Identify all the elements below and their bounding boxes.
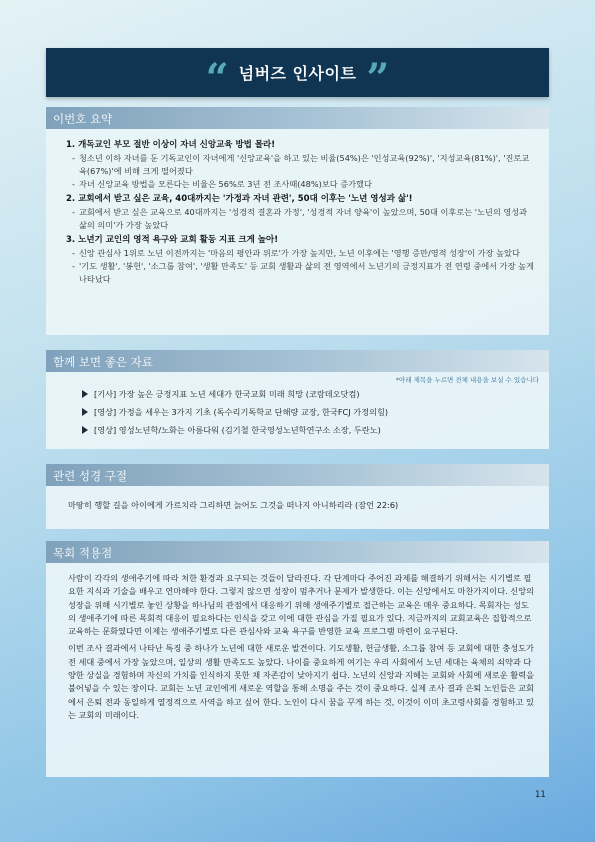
summary-item-title: 1. 개독교인 부모 절반 이상이 자녀 신앙교육 방법 몰라! — [66, 140, 276, 150]
summary-item — [66, 139, 535, 191]
ministry-paragraph: 사람이 각각의 생애주기에 따라 처한 환경과 요구되는 것들이 달라진다. 각 단계마다 주어진 과제를 해결하기 위해서는 시기별로 필요한 지식과 기술을 배우고 연마해야 한다. 그렇지 않으면 성장이 멈추거나 문제가 발생한다. 이는 신앙에서도 마찬가지이다. 신앙의 성장을 위해 시기별로 놓인 상황을 하나님의 관점에서 대응하기 위해 생애주기별로 접근하는 교육은 매우 중요하다. 목회자는 성도의 생애주기에 따른 목회적 대응이 필요하다는 인식을 갖고 이에 대한 관심을 가질 필요가 있다. 지금까지의 교회교육은 집합적으로 교육하는 문화였다면 이제는 생애주기별로 다른 관심사와 교육 욕구를 반영한 교육 프로그램 마련이 요구된다. — [68, 573, 535, 637]
summary-detail: - 신앙 관심사 1위로 노년 이전까지는 '마음의 평안과 위로'가 가장 높지만, 노년 이후에는 '영행 증만/영적 성장'이 가장 높았다 — [72, 247, 535, 260]
scripture-heading: 관련 성경 구절 — [46, 464, 549, 486]
triangle-bullet-icon — [82, 408, 88, 416]
close-quote-icon: ” — [366, 54, 390, 102]
summary-detail: - 교회에서 받고 싶은 교육으로 40대까지는 '성경적 결혼과 가정', '성경적 자녀 양육'이 높았으며, 50대 이후로는 '노년의 영성과 삶의 의미'가 가장 높았다 — [72, 206, 535, 232]
open-quote-icon: “ — [205, 54, 229, 102]
triangle-bullet-icon — [82, 390, 88, 398]
ministry-section — [46, 563, 549, 777]
summary-heading: 이번호 요약 — [46, 107, 549, 129]
ministry-heading: 목회 적용점 — [46, 541, 549, 563]
resources-note: *아래 제목을 누르면 전체 내용을 보실 수 있습니다 — [395, 376, 539, 384]
ministry-paragraph: 이번 조사 결과에서 나타난 특징 중 하나가 노년에 대한 새로운 발견이다. 기도생활, 헌금생활, 소그룹 참여 등 교회에 대한 충성도가 전 세대 중에서 가장 높았으며, 일상의 생활 만족도도 높았다. 나이를 중요하게 여기는 우리 사회에서 노년 세대는 육체의 쇠약과 다양한 상실을 경험하며 자신의 가치를 인식하지 못한 채 자존감이 낮아지기 쉽다. 노년의 신앙과 지혜는 교회와 사회에 새로운 활력을 불어넣을 수 있는 장이다. 교회는 노년 교인에게 새로운 역할을 통해 소명을 주는 것이 중요하다. 실제 조사 결과 은퇴 노인들은 교회에서 은퇴 전과 동일하게 열정적으로 사역을 하고 싶어 한다. 노인이 다시 꿈을 꾸게 하는 것, 이것이 이미 초고령사회를 경험하고 있는 교회의 미래이다. — [68, 643, 535, 720]
resource-link-label: [영상] 가정을 세우는 3가지 기초 (독수리기독학교 단해량 교장, 한국FCJ 가정의힘) — [94, 407, 389, 417]
summary-item — [66, 193, 535, 232]
page-title: 넘버즈 인사이트 — [238, 64, 357, 83]
resource-link-label: [기사] 가장 높은 긍정지표 노년 세대가 한국교회 미래 희망 (코람데오닷컴) — [94, 389, 360, 399]
page-banner — [46, 48, 549, 102]
scripture-section — [46, 486, 549, 529]
scripture-text: 마땅히 행할 길을 아이에게 가르치라 그리하면 늙어도 그것을 떠나지 아니하리라 (잠언 22:6) — [68, 500, 399, 510]
page-number: 11 — [535, 790, 546, 800]
resource-link[interactable] — [82, 388, 535, 400]
summary-detail: - '기도 생활', '봉헌', '소그룹 참여', '생활 만족도' 등 교회 생활과 삶의 전 영역에서 노년기의 긍정지표가 전 연령 중에서 가장 높게 나타났다 — [72, 260, 535, 286]
resources-heading: 함께 보면 좋은 자료 — [46, 350, 549, 372]
summary-detail: - 자녀 신앙교육 방법을 모른다는 비율은 56%로 3년 전 조사때(48%)보다 증가했다 — [72, 178, 535, 191]
summary-item-title: 3. 노년기 교인의 영적 욕구와 교회 활동 지표 크게 높아! — [66, 235, 279, 245]
resources-section — [46, 372, 549, 449]
resource-link[interactable] — [82, 424, 535, 436]
summary-item-title: 2. 교회에서 받고 싶은 교육, 40대까지는 '가정과 자녀 관련', 50대 이후는 '노년 영성과 삶'! — [66, 194, 413, 204]
resource-link-label: [영상] 영성노년학/노화는 아름다워 (김기철 한국영성노년학연구소 소장, 두란노) — [94, 425, 381, 435]
summary-list — [46, 129, 549, 286]
triangle-bullet-icon — [82, 426, 88, 434]
summary-section — [46, 129, 549, 335]
summary-item — [66, 234, 535, 286]
resource-link[interactable] — [82, 406, 535, 418]
summary-detail: - 청소년 이하 자녀를 둔 기독교인이 자녀에게 '신앙교육'을 하고 있는 비율(54%)은 '인성교육(92%)', '지성교육(81%)', '진로교육(67%)'에 비해 크게 떨어졌다 — [72, 152, 535, 178]
